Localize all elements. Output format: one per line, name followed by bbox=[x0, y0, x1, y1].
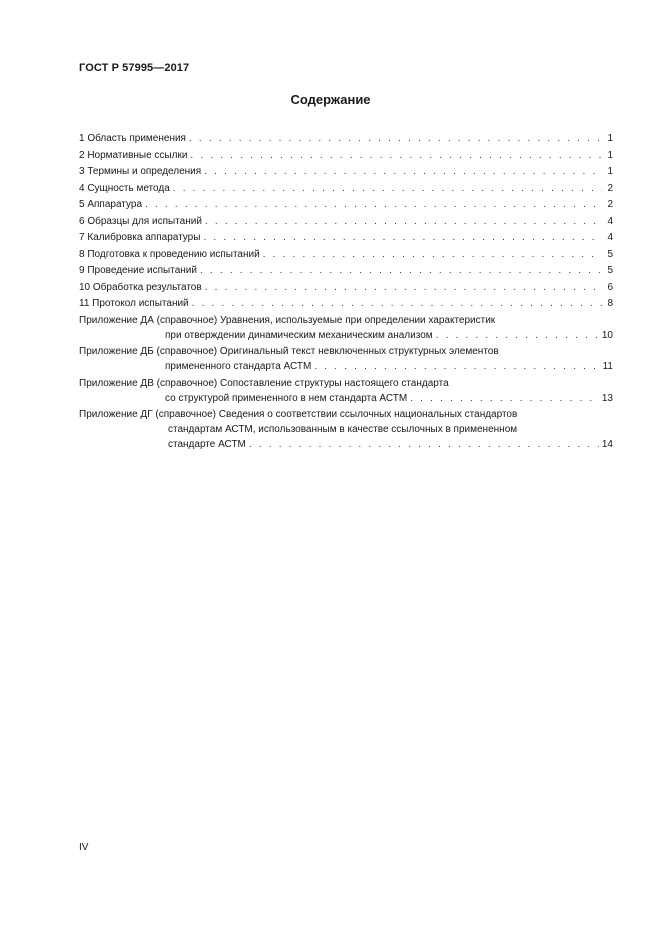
toc-annex-entry[interactable] bbox=[79, 407, 613, 452]
toc-entry-page: 13 bbox=[601, 392, 613, 404]
toc-entry-title: 8 Подготовка к проведению испытаний bbox=[79, 248, 260, 260]
toc-entry-title: 4 Сущность метода bbox=[79, 182, 170, 194]
toc-entry[interactable] bbox=[79, 148, 613, 165]
toc-entry-page: 1 bbox=[607, 133, 613, 144]
toc-entry-page: 5 bbox=[607, 265, 613, 276]
toc-entry-title: 6 Образцы для испытаний bbox=[79, 215, 202, 227]
toc-annex-title: Приложение ДВ (справочное) Сопоставление структуры настоящего стандарта bbox=[79, 377, 449, 389]
toc-entry[interactable] bbox=[79, 164, 613, 181]
table-of-contents bbox=[79, 131, 613, 454]
toc-title: Содержание bbox=[290, 92, 371, 107]
toc-leader-dots bbox=[204, 164, 602, 181]
toc-leader-dots bbox=[192, 296, 602, 313]
toc-annex-title: Приложение ДБ (справочное) Оригинальный текст невключенных структурных элементов bbox=[79, 346, 499, 357]
toc-entry-page: 2 bbox=[607, 182, 613, 194]
toc-entry[interactable] bbox=[79, 230, 613, 247]
toc-entry-page: 11 bbox=[602, 361, 613, 372]
toc-entry[interactable] bbox=[79, 280, 613, 297]
toc-entry-page: 6 bbox=[607, 281, 613, 293]
toc-annex-title: Приложение ДА (справочное) Уравнения, используемые при определении характеристик bbox=[79, 314, 496, 326]
toc-entry-title: 9 Проведение испытаний bbox=[79, 265, 197, 276]
toc-leader-dots bbox=[203, 230, 602, 247]
toc-entry-title: 2 Нормативные ссылки bbox=[79, 149, 188, 161]
toc-leader-dots bbox=[410, 391, 599, 406]
toc-entry-page: 14 bbox=[601, 439, 613, 450]
toc-leader-dots bbox=[263, 247, 602, 264]
toc-entry-page: 1 bbox=[607, 166, 613, 177]
toc-annex-entry[interactable] bbox=[79, 376, 613, 406]
toc-leader-dots bbox=[200, 263, 602, 280]
toc-entry[interactable] bbox=[79, 214, 613, 231]
page-number: IV bbox=[79, 842, 89, 853]
toc-leader-dots bbox=[189, 131, 602, 148]
toc-entry-page: 8 bbox=[607, 298, 613, 309]
toc-entry[interactable] bbox=[79, 197, 613, 214]
document-code: ГОСТ Р 57995—2017 bbox=[79, 62, 190, 74]
toc-annex-title-cont: со структурой примененного в нем стандарта АСТМ bbox=[165, 392, 408, 404]
toc-leader-dots bbox=[145, 197, 602, 214]
toc-annex-entry[interactable] bbox=[79, 313, 613, 343]
toc-annex-title-cont: стандартам АСТМ, использованным в качестве ссылочных в примененном bbox=[168, 424, 518, 435]
toc-leader-dots bbox=[314, 359, 599, 374]
toc-entry-title: 7 Калибровка аппаратуры bbox=[79, 232, 201, 243]
toc-annex-title-cont: стандарте АСТМ bbox=[168, 439, 246, 450]
toc-entry-title: 3 Термины и определения bbox=[79, 166, 202, 177]
toc-entry-title: 1 Область применения bbox=[79, 133, 186, 144]
toc-entry[interactable] bbox=[79, 247, 613, 264]
toc-entry-page: 5 bbox=[607, 248, 613, 260]
toc-entry-page: 1 bbox=[607, 149, 613, 161]
toc-leader-dots bbox=[249, 437, 599, 452]
toc-leader-dots bbox=[190, 148, 602, 165]
toc-entry[interactable] bbox=[79, 263, 613, 280]
toc-entry-title: 11 Протокол испытаний bbox=[79, 298, 189, 309]
toc-entry-title: 5 Аппаратура bbox=[79, 199, 143, 210]
toc-entry[interactable] bbox=[79, 131, 613, 148]
toc-annex-title-cont: при отверждении динамическим механическим анализом bbox=[165, 329, 433, 341]
toc-entry-page: 2 bbox=[607, 199, 613, 210]
toc-annex-title: Приложение ДГ (справочное) Сведения о соответствии ссылочных национальных стандартов bbox=[79, 409, 518, 420]
toc-leader-dots bbox=[205, 214, 602, 231]
toc-leader-dots bbox=[173, 181, 602, 198]
toc-leader-dots bbox=[436, 328, 599, 343]
toc-entry[interactable] bbox=[79, 181, 613, 198]
toc-annex-title-cont: примененного стандарта АСТМ bbox=[165, 361, 312, 372]
toc-entry-page: 4 bbox=[607, 215, 613, 227]
toc-entry-page: 10 bbox=[601, 329, 613, 341]
toc-entry-page: 4 bbox=[607, 232, 613, 243]
toc-leader-dots bbox=[205, 280, 602, 297]
toc-entry[interactable] bbox=[79, 296, 613, 313]
toc-annex-entry[interactable] bbox=[79, 344, 613, 374]
toc-entry-title: 10 Обработка результатов bbox=[79, 281, 202, 293]
